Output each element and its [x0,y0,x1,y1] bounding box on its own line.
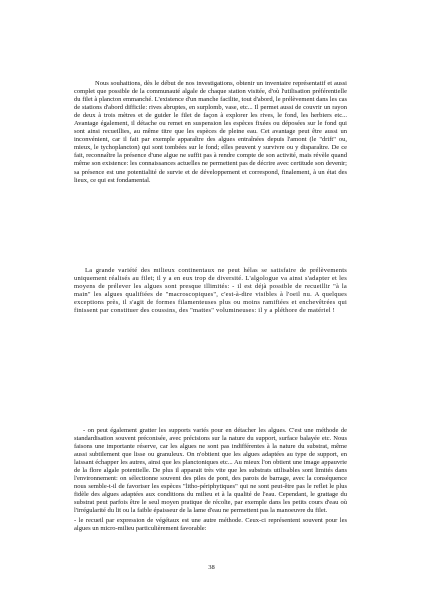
paragraph-grattage-supports: - on peut également gratter les supports variés pour en détacher les algues. C'est une méthode de standardisation souvent préconisée, avec précisions sur la nature du support, surface balayée etc. Nous faisons une importante réserve, car les algues ne sont pas indifférentes à la nature du substrat, même aussi subtilement que lisse ou granuleux. On n'obtient que les algues adaptées au type de support, en laissant échapper les autres, ainsi que les planctoniques etc... Au mieux l'on obtient une image appauvrie de la flore algale potentielle. De plus il apparait très vite que les substrats utilisables sont limités dans l'environnement: on sélectionne souvent des piles de pont, des parois de barrage, avec la conséquence nous semble-t-il de favoriser les espèces "litho-périphytiques" qui ne sont peut-être pas le reflet le plus fidèle des algues adaptées aux conditions du milieu et à la qualité de l'eau. Cependant, le grattage du substrat peut parfois être le seul moyen pratique de récolte, par exemple dans les petits cours d'eau où l'irrégularité du lit ou la faible épaisseur de la lame d'eau ne permettent pas la manoeuvre du filet. [74,427,347,515]
paragraph-variete-milieux: La grande variété des milieux continentaux ne peut hélas se satisfaire de prélèvements uniquement réalisés au filet; il y a en eux trop de diversité. L'algologue va ainsi s'adapter et les moyens de prélever les algues sont presque illimités: - il est déjà possible de recueillir "à la main" les algues qualifiées de "macroscopiques", c'est-à-dire visibles à l'oeil nu. A quelques exceptions près, il s'agit de formes filamenteuses plus ou moins ramifiées et enchevêtrées qui finissent par constituer des coussins, des "mattes" volumineuses: il y a pléthore de matériel ! [74,267,347,315]
paragraph-filet-plancton: Nous souhaitions, dès le début de nos investigations, obtenir un inventaire représentatif et aussi complet que possible de la communauté algale de chaque station visitée, d'où l'utilisation préférentielle du filet à plancton emmanché. L'existence d'un manche facilite, tout d'abord, le prélèvement dans les cas de stations d'abord difficile: rives abruptes, en surplomb, vase, etc... Il permet aussi de couvrir un rayon de deux à trois mètres et de guider le filet de façon à explorer les rives, le fond, les herbiers etc... Avantage également, il détache ou remet en suspension les espèces fixées ou déposées sur le fond qui sont ainsi recueillies, au même titre que les espèces de pleine eau. Cet avantage peut être aussi un inconvénient, car il fait par exemple apparaître des algues entraînées depuis l'amont (le "drift" ou, mieux, le tychoplancton) qui sont tombées sur le fond; elles peuvent y survivre ou y disparaître. De ce fait, reconnaître la présence d'une algue ne suffit pas à rendre compte de son activité, mais révèle quand même son existence: les connaissances actuelles ne permettent pas de décrire avec certitude son devenir; sa présence est une potentialité de survie et de développement et correspond, finalement, à un état des lieux, ce qui est fondamental. [74,80,347,184]
paragraph-recueil-vegetaux: - le recueil par expression de végétaux est une autre méthode. Ceux-ci représentent souvent pour les algues un micro-milieu particulièrement favorable: [74,517,347,533]
page-number: 38 [208,564,215,571]
